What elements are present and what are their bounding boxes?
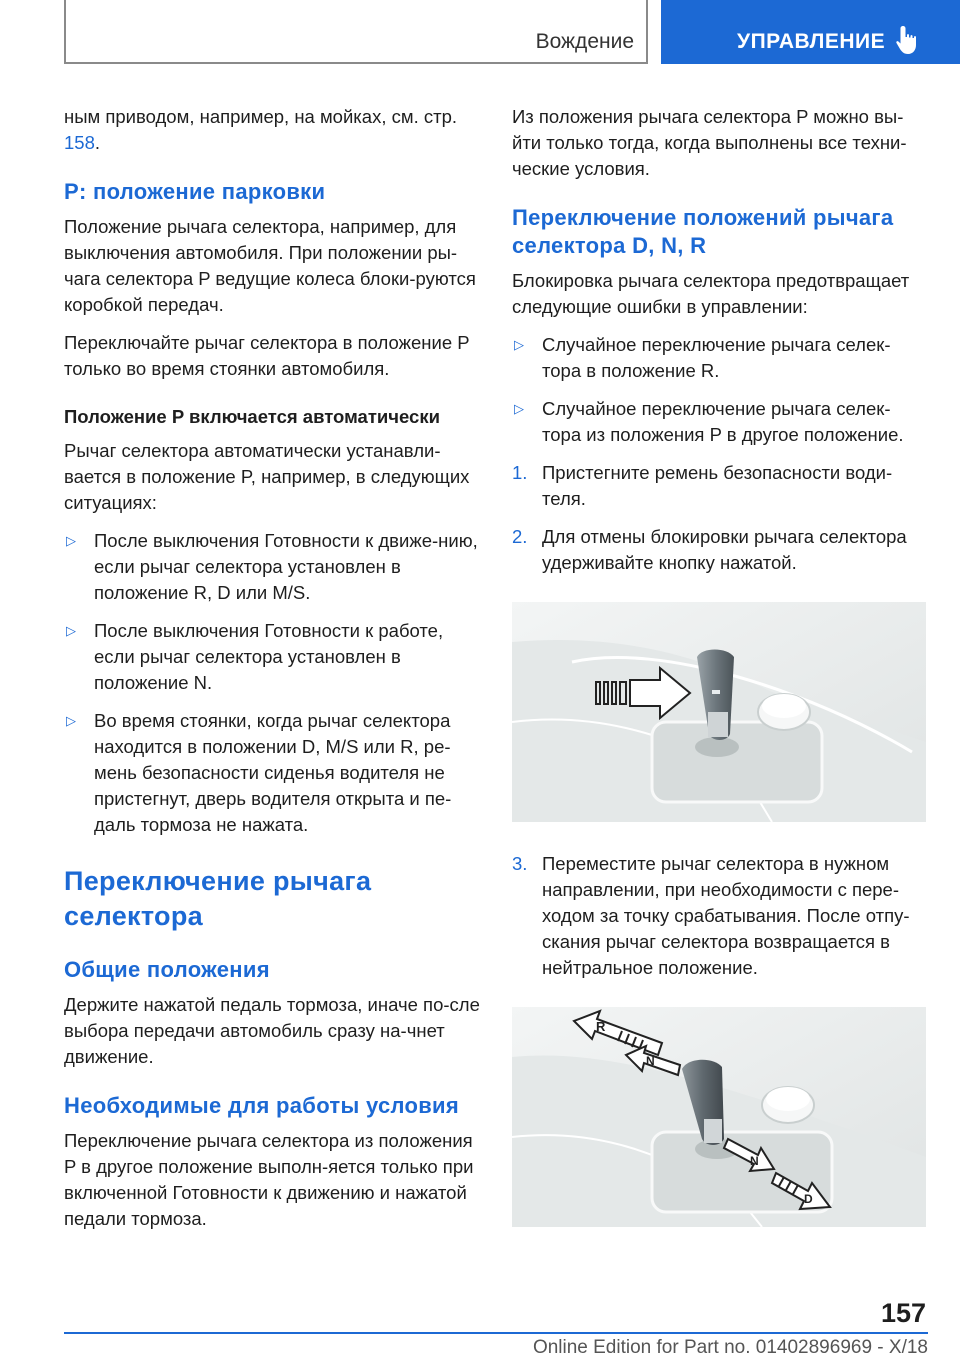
- triangle-bullet-icon: ▷: [514, 337, 524, 352]
- list-item-text: После выключения Готовности к работе, если рычаг селектора установлен в положение N.: [94, 620, 444, 693]
- gear-n-label-lower: N: [750, 1154, 759, 1168]
- gear-n-label-upper: N: [646, 1054, 655, 1068]
- triangle-bullet-icon: ▷: [66, 713, 76, 728]
- list-item-text: Случайное переключение рычага селек-тора в положение R.: [542, 334, 891, 381]
- intro-end: .: [94, 132, 101, 153]
- intro-text: ным приводом, например, на мойках, см. стр.: [64, 106, 458, 127]
- footer-divider: [64, 1332, 928, 1334]
- triangle-bullet-icon: ▷: [66, 623, 76, 638]
- dnr-heading: Переключение положений рычага селектора D, N, R: [512, 205, 894, 258]
- right-column: [512, 104, 926, 1256]
- page-number: 157: [880, 1298, 926, 1328]
- step-item: [512, 851, 926, 981]
- step-item: [512, 460, 926, 512]
- header-section-tab: [64, 0, 648, 64]
- requirements-paragraph: Переключение рычага селектора из положения P в другое положение выполн-яется только при включенной Готовности к движению и нажатой педали тормоза.: [64, 1130, 474, 1229]
- park-paragraph-2: Переключайте рычаг селектора в положение P только во время стоянки автомобиля.: [64, 332, 470, 379]
- list-item-text: Во время стоянки, когда рычаг селектора находится в положении D, M/S или R, ре-мень безопасности сиденья водителя не пристегнут, дверь водителя открыта и пе-даль тормоза не нажата.: [94, 710, 452, 835]
- edition-info: Online Edition for Part no. 01402896969 - X/18: [532, 1337, 928, 1358]
- general-heading: Общие положения: [64, 957, 270, 982]
- list-item: [64, 618, 484, 696]
- step-text: Пристегните ремень безопасности води-теля.: [542, 462, 893, 509]
- step-item: [512, 524, 926, 576]
- intro-paragraph: [64, 104, 484, 156]
- list-item: [64, 708, 484, 838]
- gear-selector-unlock-illustration: [512, 602, 926, 822]
- step-text: Переместите рычаг селектора в нужном направлении, при необходимости с пере-ходом за точку срабатывания. После отпу-скания рычаг селектора возвращается в нейтральное положение.: [542, 853, 910, 978]
- triangle-bullet-icon: ▷: [66, 533, 76, 548]
- step-number: 2.: [512, 526, 528, 547]
- general-paragraph: Держите нажатой педаль тормоза, иначе по-сле выбора передачи автомобиль сразу на-чнет движение.: [64, 994, 480, 1067]
- hand-pointer-icon: [894, 24, 924, 56]
- step-number: 1.: [512, 462, 528, 483]
- header-section-title: Вождение: [535, 30, 634, 53]
- dnr-paragraph: Блокировка рычага селектора предотвращает следующие ошибки в управлении:: [512, 270, 910, 317]
- auto-park-heading: Положение P включается автоматически: [64, 406, 440, 427]
- park-paragraph-1: Положение рычага селектора, например, для выключения автомобиля. При положении ры-чага селектора P ведущие колеса блоки-руются коробкой передач.: [64, 216, 476, 315]
- list-item-text: Случайное переключение рычага селек-тора из положения P в другое положение.: [542, 398, 904, 445]
- step-text: Для отмены блокировки рычага селектора удерживайте кнопку нажатой.: [542, 526, 907, 573]
- list-item: [64, 528, 484, 606]
- selector-switch-heading: Переключение рычага селектора: [64, 866, 372, 931]
- gear-r-label: R: [596, 1019, 606, 1034]
- header-chapter-title: УПРАВЛЕНИЕ: [737, 30, 886, 53]
- park-position-heading: P: положение парковки: [64, 179, 326, 204]
- list-item-text: После выключения Готовности к движе-нию, если рычаг селектора установлен в положение R, D или M/S.: [94, 530, 478, 603]
- list-item: [512, 332, 926, 384]
- triangle-bullet-icon: ▷: [514, 401, 524, 416]
- auto-park-paragraph: Рычаг селектора автоматически устанавли-вается в положение P, например, в следующих ситуациях:: [64, 440, 470, 513]
- page-reference-link[interactable]: 158: [64, 132, 95, 153]
- gear-selector-directions-illustration: [512, 1007, 926, 1227]
- requirements-heading: Необходимые для работы условия: [64, 1093, 459, 1118]
- gear-d-label: D: [804, 1192, 813, 1206]
- right-intro-paragraph: Из положения рычага селектора P можно вы-йти только тогда, когда выполнены все техни-ческие условия.: [512, 106, 907, 179]
- header-chapter-tab: [661, 0, 960, 64]
- left-column: [64, 104, 484, 1244]
- step-number: 3.: [512, 853, 528, 874]
- list-item: [512, 396, 926, 448]
